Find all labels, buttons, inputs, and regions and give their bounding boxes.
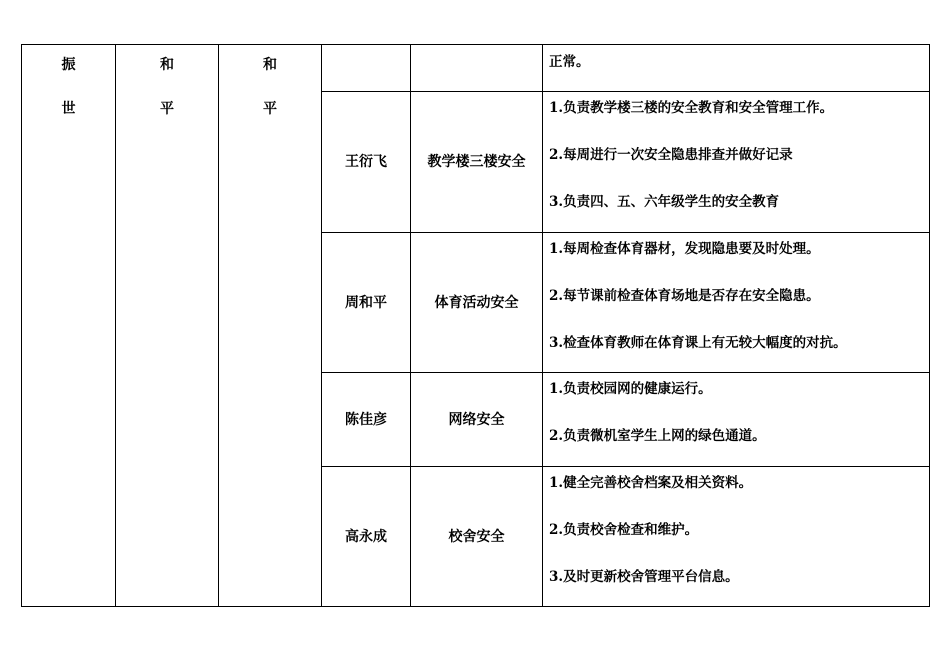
safety-area bbox=[411, 45, 543, 92]
responsible-person: 陈佳彦 bbox=[322, 373, 411, 467]
duty-line: 正常。 bbox=[549, 54, 590, 70]
duty-line: 1.负责校园网的健康运行。 bbox=[549, 381, 712, 397]
duties-cell bbox=[543, 373, 930, 467]
duty-line: 2.每节课前检查体育场地是否存在安全隐患。 bbox=[549, 288, 820, 304]
responsible-person bbox=[322, 45, 411, 92]
leader-column-2-char: 和 bbox=[160, 57, 174, 73]
leader-column-2 bbox=[116, 45, 219, 607]
responsible-person: 高永成 bbox=[322, 467, 411, 607]
leader-column-3-char: 平 bbox=[263, 101, 277, 117]
duty-line: 3.及时更新校舍管理平台信息。 bbox=[549, 569, 739, 585]
duties-cell bbox=[543, 233, 930, 373]
duty-line: 3.检查体育教师在体育课上有无较大幅度的对抗。 bbox=[549, 335, 847, 351]
duty-line: 2.负责校舍检查和维护。 bbox=[549, 522, 699, 538]
duty-line: 1.每周检查体育器材，发现隐患要及时处理。 bbox=[549, 241, 820, 257]
duties-cell bbox=[543, 467, 930, 607]
leader-column-1-char: 世 bbox=[61, 101, 76, 117]
leader-column-1-char: 振 bbox=[61, 57, 76, 73]
safety-area: 教学楼三楼安全 bbox=[411, 92, 543, 233]
duties-cell bbox=[543, 45, 930, 92]
table-row bbox=[22, 45, 930, 92]
safety-duty-table bbox=[21, 44, 930, 607]
leader-column-2-char: 平 bbox=[160, 101, 174, 117]
responsible-person: 王衍飞 bbox=[322, 92, 411, 233]
duty-line: 1.负责教学楼三楼的安全教育和安全管理工作。 bbox=[549, 100, 834, 116]
responsible-person: 周和平 bbox=[322, 233, 411, 373]
safety-area: 网络安全 bbox=[411, 373, 543, 467]
safety-area: 体育活动安全 bbox=[411, 233, 543, 373]
leader-column-3-char: 和 bbox=[263, 57, 277, 73]
safety-area: 校舍安全 bbox=[411, 467, 543, 607]
duty-line: 1.健全完善校舍档案及相关资料。 bbox=[549, 475, 753, 491]
duty-line: 2.负责微机室学生上网的绿色通道。 bbox=[549, 428, 766, 444]
duties-cell bbox=[543, 92, 930, 233]
duty-line: 3.负责四、五、六年级学生的安全教育 bbox=[549, 194, 780, 210]
leader-column-3 bbox=[219, 45, 322, 607]
leader-column-1 bbox=[22, 45, 116, 607]
duty-line: 2.每周进行一次安全隐患排查并做好记录 bbox=[549, 147, 793, 163]
